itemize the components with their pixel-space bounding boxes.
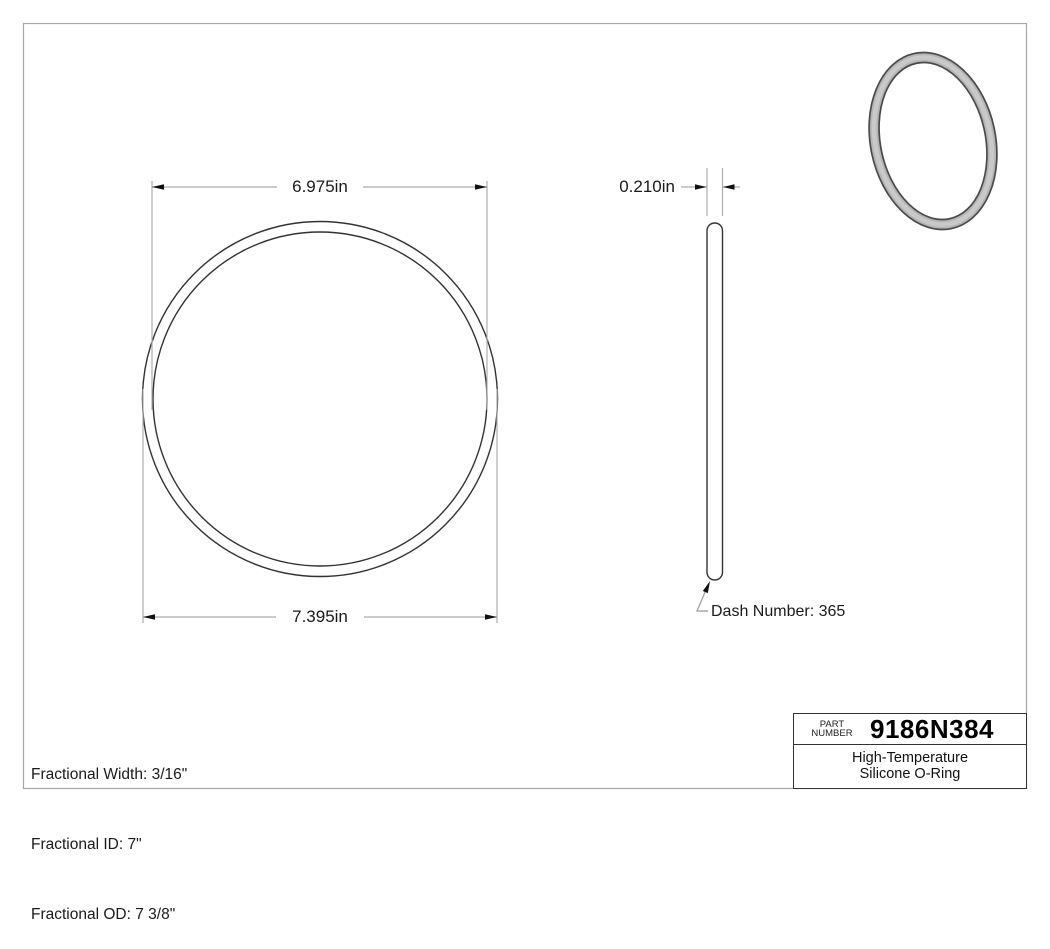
ring-tube-highlight [859,46,1007,235]
part-number-caption [794,720,864,739]
fractional-width-note: Fractional Width: 3/16" [31,766,188,784]
cross-section-profile [707,223,723,580]
width-dimension-label: 0.210in [615,177,679,197]
arrowhead-left [152,184,164,189]
part-description-line1: High-Temperature [851,750,969,766]
part-description [794,745,1026,788]
fractional-notes [31,717,187,949]
part-number-value: 9186N384 [870,713,994,744]
arrowhead-right [485,614,497,619]
title-block [793,713,1027,789]
ring-tube [859,46,1007,235]
outer-diameter-dimension-label: 7.395in [288,607,352,627]
o-ring-side-view [707,223,723,580]
od-dimension-lines [143,389,497,623]
o-ring-3d-view [853,40,1012,241]
part-number-row [794,714,1026,745]
width-dimension-lines [681,168,740,216]
width-dimension-arrows [695,184,735,189]
outer-diameter-circle [143,222,498,577]
arrowhead-inward-left [695,184,707,189]
arrowhead-right [475,184,487,189]
id-dimension-lines [152,181,487,410]
leader-arrowhead [703,581,710,593]
part-number-caption-line1: PART [819,718,845,730]
part-number-caption-line2: NUMBER [811,728,853,739]
inner-diameter-circle [153,232,487,566]
arrowhead-left [143,614,155,619]
dash-number-label: Dash Number: 365 [711,603,846,620]
inner-diameter-dimension-label: 6.975in [288,177,352,197]
o-ring-front-view [143,222,498,577]
arrowhead-inward-right [723,184,735,189]
fractional-od-note: Fractional OD: 7 3/8" [31,905,176,923]
part-description-line2: Silicone O-Ring [859,765,961,782]
fractional-id-note: Fractional ID: 7" [31,836,142,854]
